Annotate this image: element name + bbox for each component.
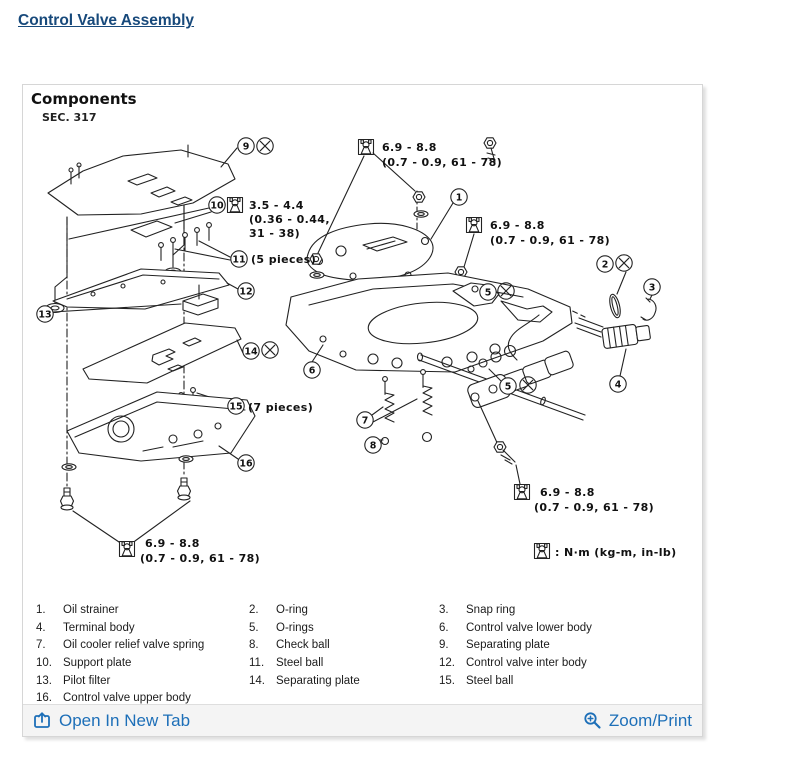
legend-units: : N·m (kg-m, in-lb) [555, 546, 677, 559]
part-springs-7 [372, 370, 432, 445]
figure-toolbar [23, 704, 702, 736]
svg-text:3: 3 [648, 282, 656, 294]
callout-5a [480, 284, 496, 300]
part-number: 9. [439, 639, 449, 652]
svg-text:1: 1 [455, 192, 463, 204]
parts-list-item [249, 622, 439, 640]
components-heading: Components [31, 90, 137, 108]
part-terminal-body-4 [575, 318, 651, 376]
torque-spec-top-line1: 6.9 - 8.8 [382, 141, 437, 154]
svg-text:12: 12 [239, 286, 253, 298]
torque-spec-right-line1: 6.9 - 8.8 [490, 219, 545, 232]
parts-list-item [439, 639, 696, 657]
part-label: Oil strainer [63, 604, 119, 616]
svg-text:2: 2 [601, 259, 609, 271]
part-number: 1. [36, 604, 46, 616]
part-label: Steel ball [466, 674, 514, 687]
svg-text:11: 11 [232, 254, 246, 266]
callout-8 [365, 437, 381, 453]
callout-9 [238, 138, 254, 154]
zoom-print-label: Zoom/Print [608, 710, 692, 730]
torque-spec-right-line2: (0.7 - 0.9, 61 - 78) [490, 234, 611, 247]
part-label: Separating plate [466, 639, 550, 652]
components-panel [22, 84, 703, 737]
torque-spec-bl-line2: (0.7 - 0.9, 61 - 78) [140, 552, 261, 565]
svg-text:6: 6 [308, 365, 316, 377]
callout-16 [238, 455, 254, 471]
part-label: Separating plate [276, 674, 360, 687]
part-label: Control valve inter body [466, 657, 587, 670]
part-number: 13. [36, 674, 52, 687]
parts-list-item [439, 622, 696, 640]
svg-text:10: 10 [210, 200, 224, 212]
torque-spec-bl-line1: 6.9 - 8.8 [145, 537, 200, 550]
part-label: O-ring [276, 604, 308, 616]
parts-list-item [249, 604, 439, 622]
callout-10 [209, 197, 225, 213]
open-in-new-tab-label: Open In New Tab [59, 710, 191, 730]
part-number: 15. [439, 674, 455, 687]
svg-text:7: 7 [361, 415, 369, 427]
page-title-link[interactable]: Control Valve Assembly [18, 12, 195, 29]
parts-list-item [439, 604, 696, 622]
parts-list-item [249, 675, 439, 693]
callout-5b [500, 378, 516, 394]
torque-spec-br-line1: 6.9 - 8.8 [540, 486, 595, 499]
callout-11 [231, 251, 247, 267]
part-number: 16. [36, 692, 52, 705]
parts-list-item [36, 675, 249, 693]
parts-list-item [36, 604, 249, 622]
torque-spec-10-line1: 3.5 - 4.4 [249, 199, 304, 212]
parts-list-item [36, 657, 249, 675]
parts-list-item [439, 675, 696, 693]
svg-text:5: 5 [504, 381, 512, 393]
open-in-new-tab-icon [33, 711, 52, 730]
part-label: Support plate [63, 657, 132, 670]
torque-spec-10-line2: (0.36 - 0.44, [249, 213, 330, 226]
part-label: Terminal body [63, 621, 135, 634]
callout-1 [451, 189, 467, 205]
callout-12 [238, 283, 254, 299]
part-number: 5. [249, 621, 259, 634]
parts-list-item [249, 639, 439, 657]
parts-list-item [36, 639, 249, 657]
part-number: 4. [36, 621, 46, 634]
svg-text:14: 14 [244, 346, 258, 358]
torque-spec-10-line3: 31 - 38) [249, 227, 301, 240]
part-label: Oil cooler relief valve spring [63, 639, 205, 652]
svg-text:4: 4 [614, 379, 622, 391]
svg-text:16: 16 [239, 458, 253, 470]
part-label: O-rings [276, 621, 314, 634]
part-number: 8. [249, 639, 259, 652]
part-label: Steel ball [276, 657, 324, 670]
svg-text:15: 15 [229, 401, 243, 413]
parts-list-item [36, 622, 249, 640]
callout-13 [37, 306, 53, 322]
zoom-print-link[interactable] [583, 711, 692, 731]
svg-text:13: 13 [38, 309, 52, 321]
parts-list-item [249, 657, 439, 675]
part-separating-plate-14 [83, 323, 243, 383]
part-number: 6. [439, 621, 449, 634]
callout-7 [357, 412, 373, 428]
callout-2 [597, 256, 613, 272]
part-number: 14. [249, 674, 265, 687]
section-label: SEC. 317 [42, 111, 97, 124]
part-label: Control valve upper body [63, 692, 191, 705]
svg-text:8: 8 [369, 440, 377, 452]
svg-text:5: 5 [484, 287, 492, 299]
torque-spec-top-line2: (0.7 - 0.9, 61 - 78) [382, 156, 503, 169]
part-number: 12. [439, 657, 455, 670]
callout-15 [228, 398, 244, 414]
note-5-pieces: (5 pieces) [251, 253, 317, 266]
note-7-pieces: (7 pieces) [248, 401, 314, 414]
open-in-new-tab-link[interactable] [33, 711, 190, 731]
part-number: 2. [249, 604, 259, 616]
part-label: Snap ring [466, 604, 516, 616]
part-number: 11. [249, 657, 265, 670]
part-number: 3. [439, 604, 449, 616]
part-number: 7. [36, 639, 46, 652]
callout-6 [304, 362, 320, 378]
torque-spec-br-line2: (0.7 - 0.9, 61 - 78) [534, 501, 655, 514]
part-label: Pilot filter [63, 674, 111, 687]
callout-4 [610, 376, 626, 392]
part-label: Check ball [276, 639, 330, 652]
pan-bolts [61, 456, 194, 542]
zoom-in-icon [583, 711, 602, 730]
part-number: 10. [36, 657, 52, 670]
callout-14 [243, 343, 259, 359]
part-upper-body-16 [67, 392, 255, 461]
exploded-diagram [23, 129, 704, 607]
parts-list [36, 604, 696, 710]
callout-3 [644, 279, 660, 295]
part-label: Control valve lower body [466, 621, 592, 634]
part-snap-ring-3 [641, 295, 656, 320]
part-oring-2 [608, 272, 626, 319]
screw [494, 442, 520, 484]
parts-list-item [439, 657, 696, 675]
svg-text:9: 9 [242, 141, 250, 153]
